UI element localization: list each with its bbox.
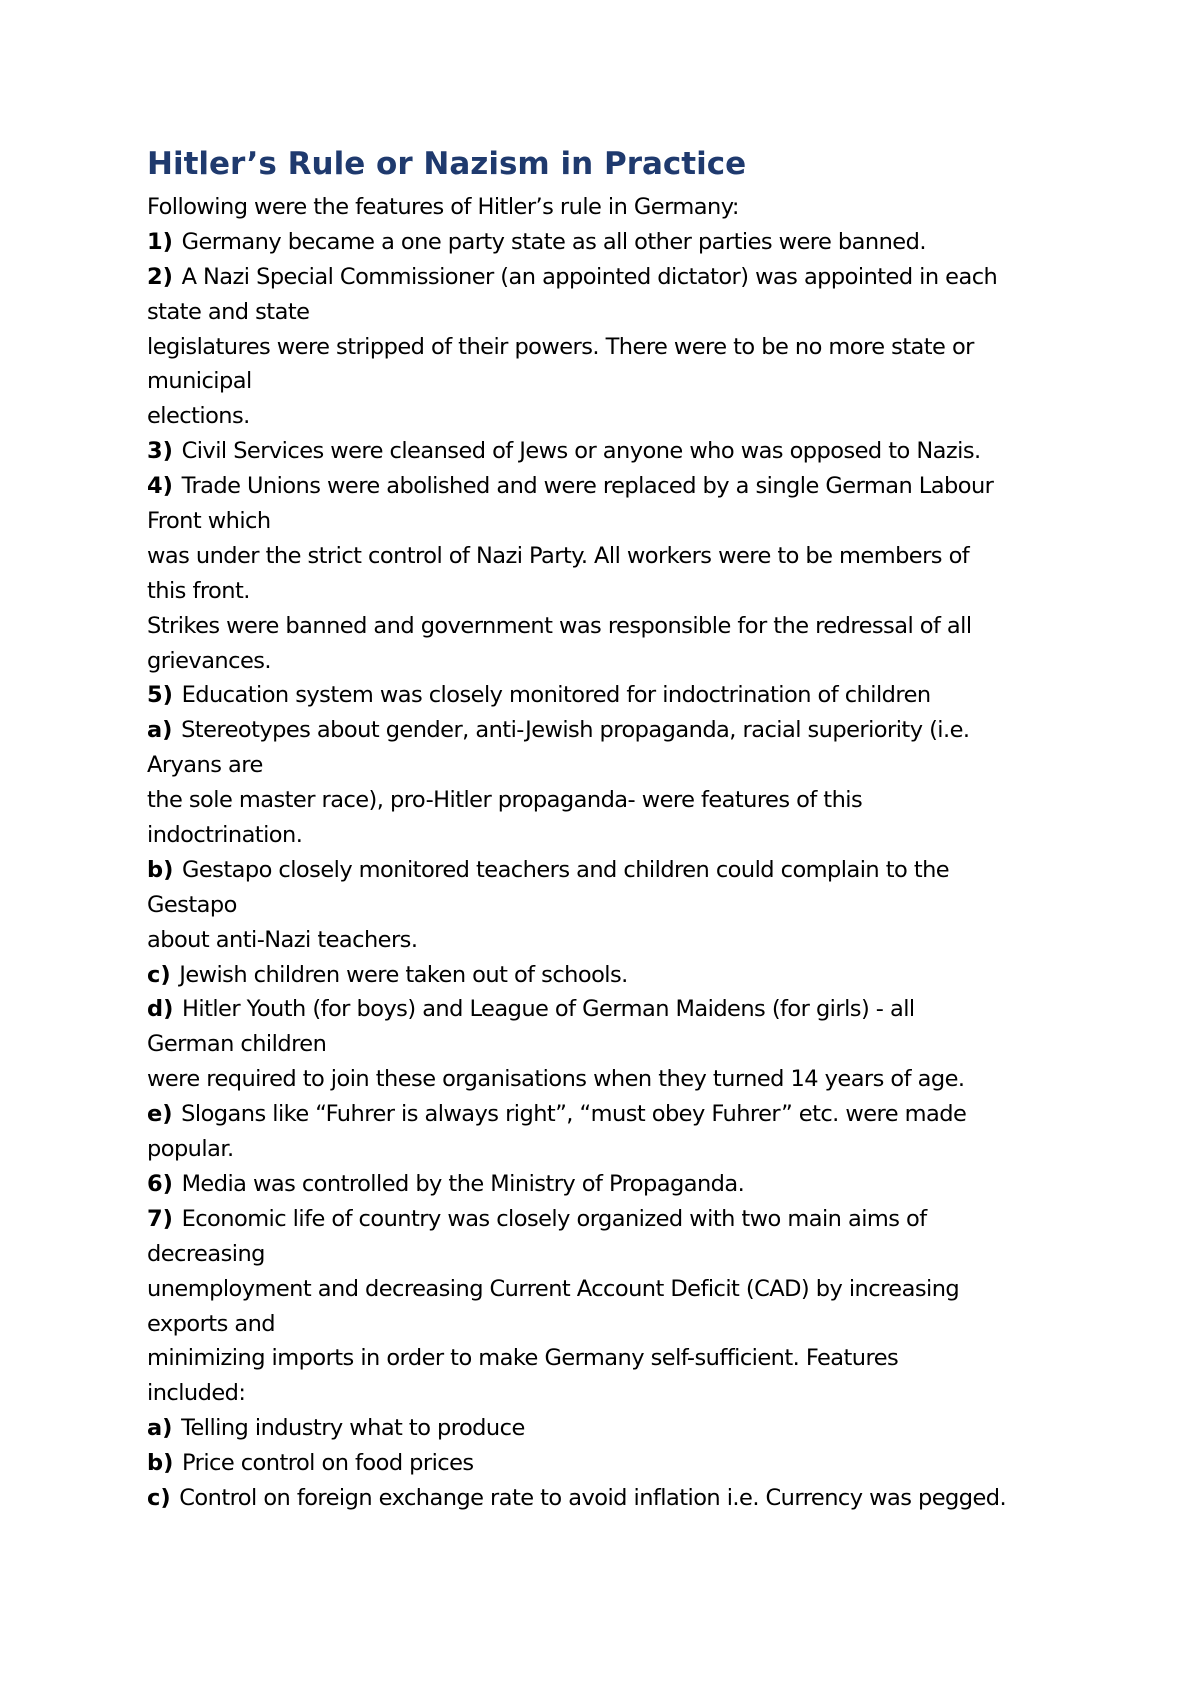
text-line: [147, 609, 1067, 644]
text-line: [147, 783, 1067, 818]
list-item-line: [147, 853, 1067, 888]
text-line: [147, 888, 1067, 923]
text-line: [147, 364, 1067, 399]
list-marker: 5): [147, 682, 173, 709]
line-text: Germany became a one party state as all other parties were banned.: [181, 228, 926, 255]
text-line: [147, 818, 1067, 853]
list-marker: c): [147, 1484, 171, 1511]
line-text: Aryans are: [147, 752, 263, 779]
text-line: [147, 399, 1067, 434]
line-text: unemployment and decreasing Current Account Deficit (CAD) by increasing: [147, 1275, 960, 1302]
line-text: decreasing: [147, 1240, 265, 1267]
text-line: [147, 574, 1067, 609]
line-text: Following were the features of Hitler’s rule in Germany:: [147, 194, 739, 220]
text-line: [147, 330, 1067, 365]
list-marker: 4): [147, 473, 173, 500]
line-text: Telling industry what to produce: [181, 1415, 525, 1442]
text-line: [147, 923, 1067, 958]
line-text: Trade Unions were abolished and were replaced by a single German Labour: [181, 473, 994, 500]
line-text: indoctrination.: [147, 822, 303, 849]
text-line: [147, 1027, 1067, 1062]
list-item-line: [147, 469, 1067, 504]
list-item-line: [147, 713, 1067, 748]
line-text: minimizing imports in order to make Germany self-sufficient. Features: [147, 1345, 899, 1372]
list-marker: e): [147, 1101, 173, 1128]
line-text: A Nazi Special Commissioner (an appointed dictator) was appointed in each: [181, 263, 998, 290]
text-line: [147, 539, 1067, 574]
text-line: [147, 504, 1067, 539]
text-line: [147, 1237, 1067, 1272]
list-item-line: [147, 678, 1067, 713]
list-marker: 6): [147, 1170, 173, 1197]
list-item-line: [147, 225, 1067, 260]
line-text: were required to join these organisations when they turned 14 years of age.: [147, 1066, 965, 1093]
list-item-line: [147, 434, 1067, 469]
line-text: Civil Services were cleansed of Jews or anyone who was opposed to Nazis.: [181, 438, 981, 465]
list-item-line: [147, 1446, 1067, 1481]
text-line: [147, 1272, 1067, 1307]
text-line: [147, 1132, 1067, 1167]
list-marker: a): [147, 717, 173, 744]
line-text: Control on foreign exchange rate to avoid inflation i.e. Currency was pegged.: [179, 1484, 1007, 1511]
list-marker: b): [147, 856, 174, 883]
list-item-line: [147, 1097, 1067, 1132]
line-text: state and state: [147, 298, 310, 325]
line-text: was under the strict control of Nazi Party. All workers were to be members of: [147, 542, 970, 569]
list-marker: 1): [147, 228, 173, 255]
text-line: [147, 190, 1067, 225]
line-text: Stereotypes about gender, anti-Jewish propaganda, racial superiority (i.e.: [181, 717, 970, 744]
line-text: grievances.: [147, 647, 272, 674]
line-text: the sole master race), pro-Hitler propaganda- were features of this: [147, 787, 863, 814]
line-text: Slogans like “Fuhrer is always right”, “must obey Fuhrer” etc. were made: [181, 1101, 967, 1128]
text-line: [147, 1341, 1067, 1376]
list-item-line: [147, 992, 1067, 1027]
line-text: legislatures were stripped of their powers. There were to be no more state or: [147, 333, 974, 360]
list-marker: b): [147, 1450, 174, 1477]
list-marker: a): [147, 1415, 173, 1442]
line-text: about anti-Nazi teachers.: [147, 926, 418, 953]
list-marker: 2): [147, 263, 173, 290]
list-item-line: [147, 958, 1067, 993]
list-marker: 3): [147, 438, 173, 465]
line-text: popular.: [147, 1136, 234, 1163]
line-text: municipal: [147, 368, 252, 395]
list-marker: 7): [147, 1205, 173, 1232]
list-item-line: [147, 1167, 1067, 1202]
text-line: [147, 748, 1067, 783]
document-title: Hitler’s Rule or Nazism in Practice: [147, 146, 747, 182]
text-line: [147, 644, 1067, 679]
list-item-line: [147, 260, 1067, 295]
line-text: Strikes were banned and government was responsible for the redressal of all: [147, 612, 972, 639]
line-text: Economic life of country was closely organized with two main aims of: [181, 1205, 927, 1232]
list-marker: c): [147, 961, 171, 988]
line-text: elections.: [147, 403, 250, 430]
line-text: this front.: [147, 577, 250, 604]
line-text: Hitler Youth (for boys) and League of German Maidens (for girls) - all: [182, 996, 915, 1023]
list-item-line: [147, 1411, 1067, 1446]
document-content: [147, 138, 1067, 1516]
list-marker: d): [147, 996, 174, 1023]
line-text: Price control on food prices: [182, 1450, 474, 1477]
text-line: [147, 1307, 1067, 1342]
text-line: [147, 1376, 1067, 1411]
list-item-line: [147, 1481, 1067, 1516]
line-text: Gestapo closely monitored teachers and children could complain to the: [182, 856, 950, 883]
line-text: Media was controlled by the Ministry of Propaganda.: [181, 1170, 745, 1197]
line-text: exports and: [147, 1310, 276, 1337]
line-text: German children: [147, 1031, 327, 1058]
text-line: [147, 1062, 1067, 1097]
line-text: Gestapo: [147, 891, 237, 918]
line-text: Education system was closely monitored for indoctrination of children: [181, 682, 931, 709]
line-text: Jewish children were taken out of schools.: [179, 961, 628, 988]
list-item-line: [147, 1202, 1067, 1237]
line-text: Front which: [147, 508, 271, 535]
text-line: [147, 295, 1067, 330]
line-text: included:: [147, 1380, 246, 1407]
document-body: [147, 190, 1067, 1516]
